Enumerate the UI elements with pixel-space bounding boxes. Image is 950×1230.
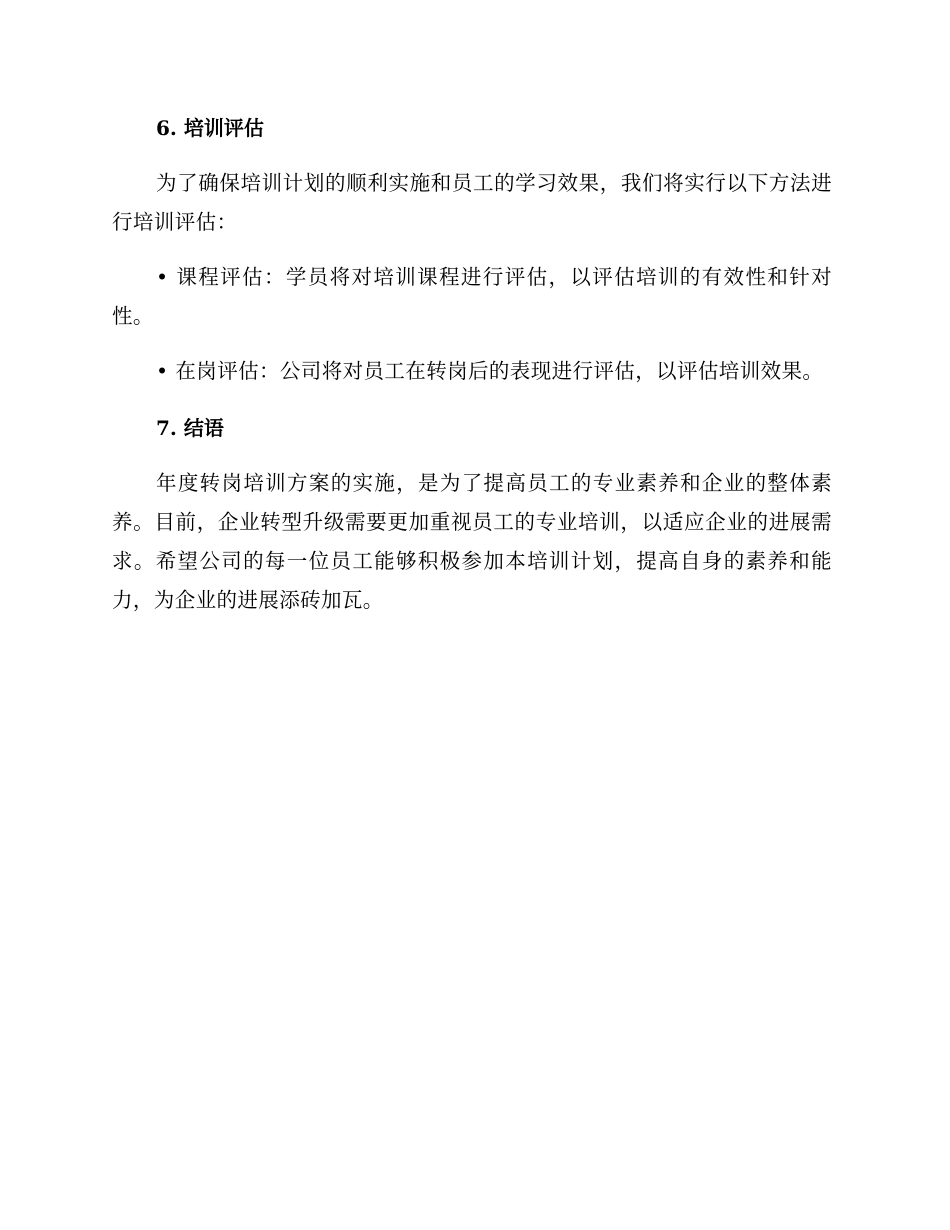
document-page — [112, 108, 832, 620]
section-heading-training-evaluation: 6. 培训评估 — [156, 116, 264, 140]
list-item-course-evaluation: • 课程评估：学员将对培训课程进行评估，以评估培训的有效性和针对性。 — [112, 265, 832, 328]
conclusion-paragraph: 年度转岗培训方案的实施，是为了提高员工的专业素养和企业的整体素养。目前，企业转型升级需要更加重视员工的专业培训，以适应企业的进展需求。希望公司的每一位员工能够积极参加本培训计划，提高自身的素养和能力，为企业的进展添砖加瓦。 — [112, 471, 832, 612]
list-item-onjob-evaluation: • 在岗评估：公司将对员工在转岗后的表现进行评估，以评估培训效果。 — [156, 359, 824, 383]
section-intro-paragraph: 为了确保培训计划的顺利实施和员工的学习效果，我们将实行以下方法进行培训评估： — [112, 171, 832, 234]
section-heading-conclusion: 7. 结语 — [156, 416, 224, 440]
